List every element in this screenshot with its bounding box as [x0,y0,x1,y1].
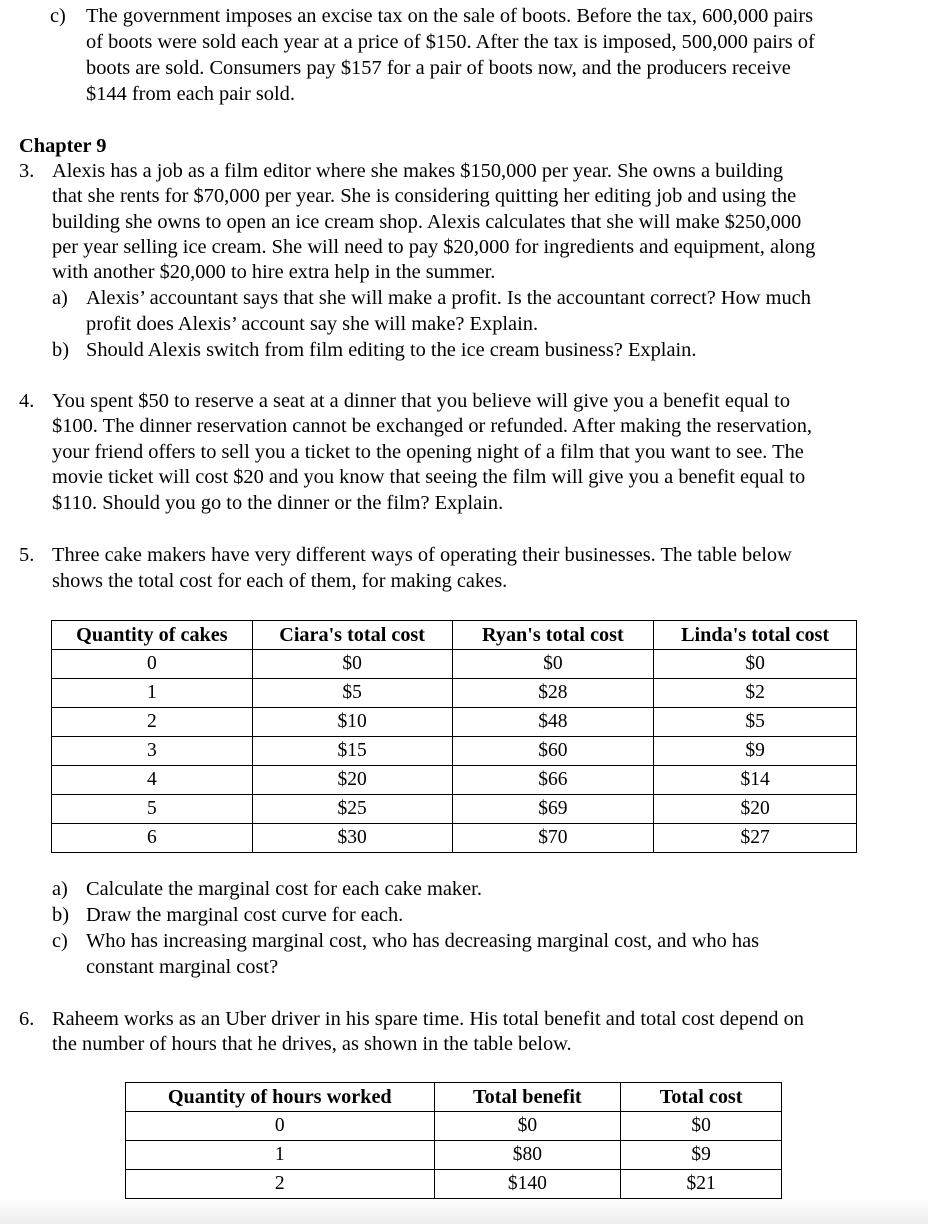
q3-line-5: with another $20,000 to hire extra help in the summer. [52,261,496,283]
header-total-cost: Total cost [621,1083,782,1112]
table-header-row [126,1083,782,1112]
table-cell: $20 [654,795,857,824]
table-cell: 3 [52,737,253,766]
q4-line-5: $110. Should you go to the dinner or the film? Explain. [52,492,504,514]
page-bottom-fade [0,1198,928,1224]
prev-c-line-3: boots are sold. Consumers pay $157 for a pair of boots now, and the producers receive [86,57,791,79]
q4-line-3: your friend offers to sell you a ticket to the opening night of a film that you want to see. The [52,441,804,463]
table-cell: 1 [126,1141,435,1170]
table-cell: 6 [52,824,253,853]
table-cell: $5 [654,708,857,737]
cake-cost-table [51,620,857,853]
table-cell: $15 [252,737,452,766]
q5-b-label: b) [52,904,69,926]
table-cell: 0 [126,1112,435,1141]
prev-c-line-1: The government imposes an excise tax on the sale of boots. Before the tax, 600,000 pairs [86,5,814,27]
q5-line-2: shows the total cost for each of them, for making cakes. [52,570,508,592]
table-cell: $0 [452,650,654,679]
table-cell: $69 [452,795,654,824]
table-cell: $28 [452,679,654,708]
table-cell: 2 [126,1170,435,1199]
q6-line-2: the number of hours that he drives, as shown in the table below. [52,1033,572,1055]
table-cell: $0 [252,650,452,679]
prev-c-label: c) [50,5,66,27]
table-cell: $2 [654,679,857,708]
table-cell: 1 [52,679,253,708]
table-cell: $0 [434,1112,621,1141]
q6-number: 6. [19,1008,35,1030]
table-cell: 4 [52,766,253,795]
table-cell: 2 [52,708,253,737]
table-cell: $0 [621,1112,782,1141]
q4-line-1: You spent $50 to reserve a seat at a dinner that you believe will give you a benefit equal to [52,390,791,412]
table-row [126,1112,782,1141]
header-quantity-of-cakes: Quantity of cakes [52,621,253,650]
prev-c-line-4: $144 from each pair sold. [86,83,295,105]
q5-c-line-2: constant marginal cost? [86,956,279,978]
prev-c-line-2: of boots were sold each year at a price of $150. After the tax is imposed, 500,000 pairs of [86,31,815,53]
table-row [52,679,857,708]
header-ryan-total-cost: Ryan's total cost [452,621,654,650]
q3-b-line-1: Should Alexis switch from film editing to the ice cream business? Explain. [86,339,697,361]
q4-number: 4. [19,390,35,412]
table-cell: $9 [621,1141,782,1170]
q3-line-1: Alexis has a job as a film editor where she makes $150,000 per year. She owns a building [52,160,784,182]
q5-c-line-1: Who has increasing marginal cost, who has decreasing marginal cost, and who has [86,930,760,952]
header-total-benefit: Total benefit [434,1083,621,1112]
q5-line-1: Three cake makers have very different ways of operating their businesses. The table below [52,544,792,566]
table-cell: $70 [452,824,654,853]
q5-number: 5. [19,544,35,566]
header-quantity-of-hours-worked: Quantity of hours worked [126,1083,435,1112]
table-cell: $30 [252,824,452,853]
q3-number: 3. [19,160,35,182]
table-header-row [52,621,857,650]
table-cell: $66 [452,766,654,795]
q5-a-line-1: Calculate the marginal cost for each cake maker. [86,878,482,900]
table-cell: 5 [52,795,253,824]
q6-line-1: Raheem works as an Uber driver in his spare time. His total benefit and total cost depend on [52,1008,804,1030]
q3-a-line-1: Alexis’ accountant says that she will make a profit. Is the accountant correct? How much [86,287,811,309]
q4-line-2: $100. The dinner reservation cannot be exchanged or refunded. After making the reservation, [52,415,813,437]
table-cell: $80 [434,1141,621,1170]
header-ciara-total-cost: Ciara's total cost [252,621,452,650]
header-linda-total-cost: Linda's total cost [654,621,857,650]
table-cell: $9 [654,737,857,766]
q4-line-4: movie ticket will cost $20 and you know that seeing the film will give you a benefit equal to [52,466,806,488]
table-row [52,650,857,679]
table-cell: $21 [621,1170,782,1199]
q3-line-4: per year selling ice cream. She will need to pay $20,000 for ingredients and equipment, along [52,236,816,258]
table-cell: $60 [452,737,654,766]
table-cell: $140 [434,1170,621,1199]
table-row [52,824,857,853]
q3-line-3: building she owns to open an ice cream shop. Alexis calculates that she will make $250,000 [52,211,802,233]
q5-c-label: c) [52,930,68,952]
table-cell: $20 [252,766,452,795]
table-row [52,737,857,766]
table-row [52,708,857,737]
q5-b-line-1: Draw the marginal cost curve for each. [86,904,404,926]
q3-a-label: a) [52,287,68,309]
table-row [126,1141,782,1170]
table-cell: $5 [252,679,452,708]
table-cell: $0 [654,650,857,679]
table-cell: 0 [52,650,253,679]
q5-a-label: a) [52,878,68,900]
table-row [52,766,857,795]
q3-b-label: b) [52,339,69,361]
table-row [52,795,857,824]
q3-line-2: that she rents for $70,000 per year. She is considering quitting her editing job and using the [52,185,797,207]
table-cell: $10 [252,708,452,737]
table-cell: $14 [654,766,857,795]
chapter-title: Chapter 9 [19,135,107,157]
table-cell: $27 [654,824,857,853]
uber-benefit-cost-table [125,1082,782,1199]
table-cell: $48 [452,708,654,737]
table-row [126,1170,782,1199]
q3-a-line-2: profit does Alexis’ account say she will make? Explain. [86,313,539,335]
table-cell: $25 [252,795,452,824]
